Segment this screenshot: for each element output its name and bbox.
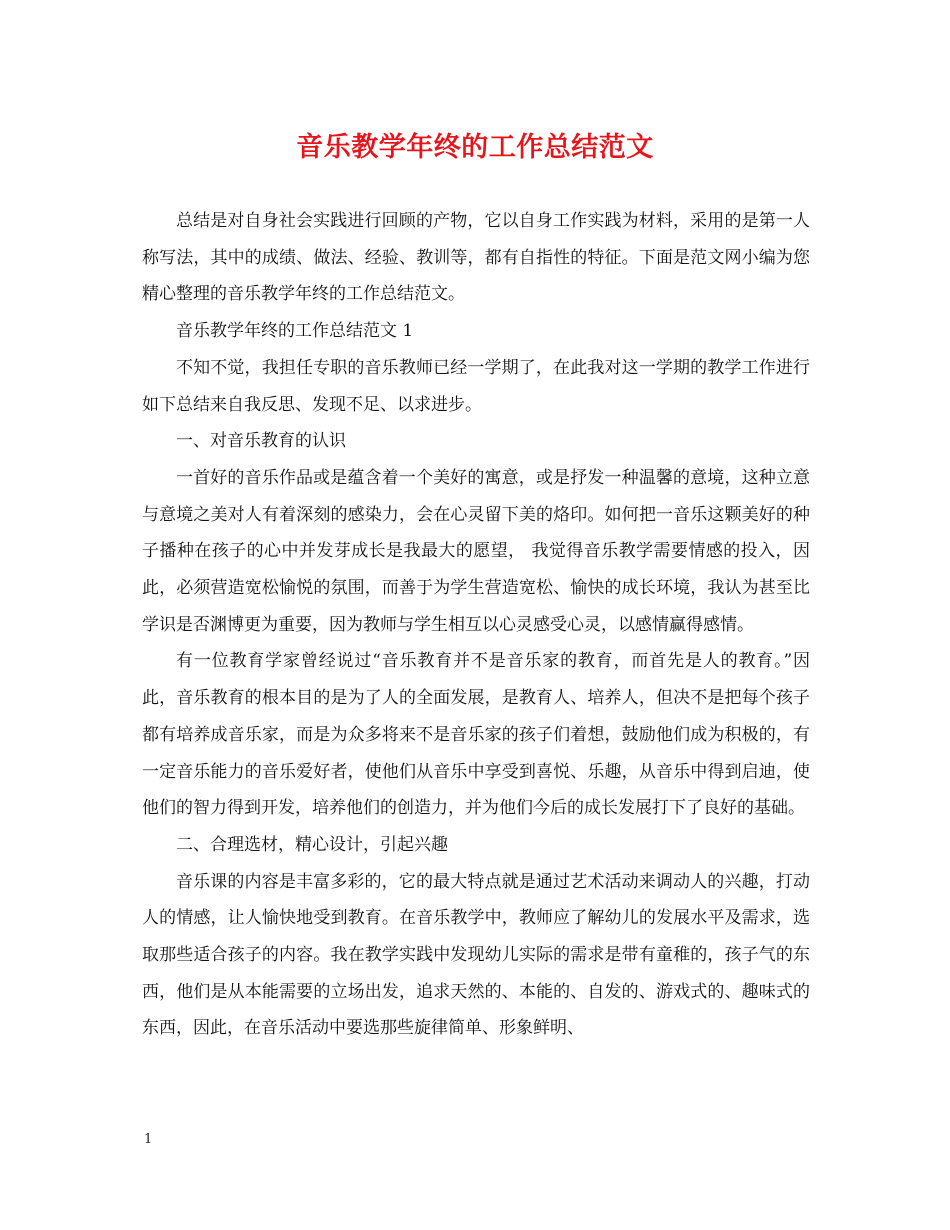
section-heading-one: 一、对音乐教育的认识 bbox=[176, 431, 346, 452]
intro-paragraph: 总结是对自身社会实践进行回顾的产物，它以自身工作实践为材料，采用的是第一人称写法，其中的成绩、做法、经验、教训等，都有自指性的特征。下面是范文网小编为您精心整理的音乐教学年终的工作总结范文。 bbox=[142, 211, 810, 305]
educator-quote-paragraph: 有一位教育学家曾经说过“音乐教育并不是音乐家的教育，而首先是人的教育。”因此，音乐教育的根本目的是为了人的全面发展，是教育人、培养人，但决不是把每个孩子都有培养成音乐家，而是为众多将来不是音乐家的孩子们着想，鼓励他们成为积极的，有一定音乐能力的音乐爱好者，使他们从音乐中享受到喜悦、乐趣，从音乐中得到启迪，使他们的智力得到开发，培养他们的创造力，并为他们今后的成长发展打下了良好的基础。 bbox=[142, 651, 810, 819]
section-heading-two: 二、合理选材，精心设计，引起兴趣 bbox=[176, 834, 448, 855]
page-number: 1 bbox=[144, 1132, 153, 1147]
opening-paragraph: 不知不觉，我担任专职的音乐教师已经一学期了，在此我对这一学期的教学工作进行如下总结来自我反思、发现不足、以求进步。 bbox=[142, 357, 810, 415]
document-title: 音乐教学年终的工作总结范文 bbox=[296, 132, 654, 163]
course-content-paragraph: 音乐课的内容是丰富多彩的，它的最大特点就是通过艺术活动来调动人的兴趣，打动人的情感，让人愉快地受到教育。在音乐教学中，教师应了解幼儿的发展水平及需求，选取那些适合孩子的内容。我在教学实践中发现幼儿实际的需求是带有童稚的，孩子气的东西，他们是从本能需要的立场出发，追求天然的、本能的、自发的、游戏式的、趣味式的东西，因此，在音乐活动中要选那些旋律简单、形象鲜明、 bbox=[142, 871, 810, 1039]
document-body bbox=[142, 203, 810, 1047]
music-education-paragraph: 一首好的音乐作品或是蕴含着一个美好的寓意，或是抒发一种温馨的意境，这种立意与意境之美对人有着深刻的感染力，会在心灵留下美的烙印。如何把一音乐这颗美好的种子播种在孩子的心中并发芽成长是我最大的愿望， 我觉得音乐教学需要情感的投入，因此，必须营造宽松愉悦的氛围，而善于为学生营造宽松、愉快的成长环境，我认为甚至比学识是否渊博更为重要，因为教师与学生相互以心灵感受心灵，以感情赢得感情。 bbox=[142, 467, 810, 635]
section-heading-summary-1: 音乐教学年终的工作总结范文 1 bbox=[176, 321, 414, 342]
